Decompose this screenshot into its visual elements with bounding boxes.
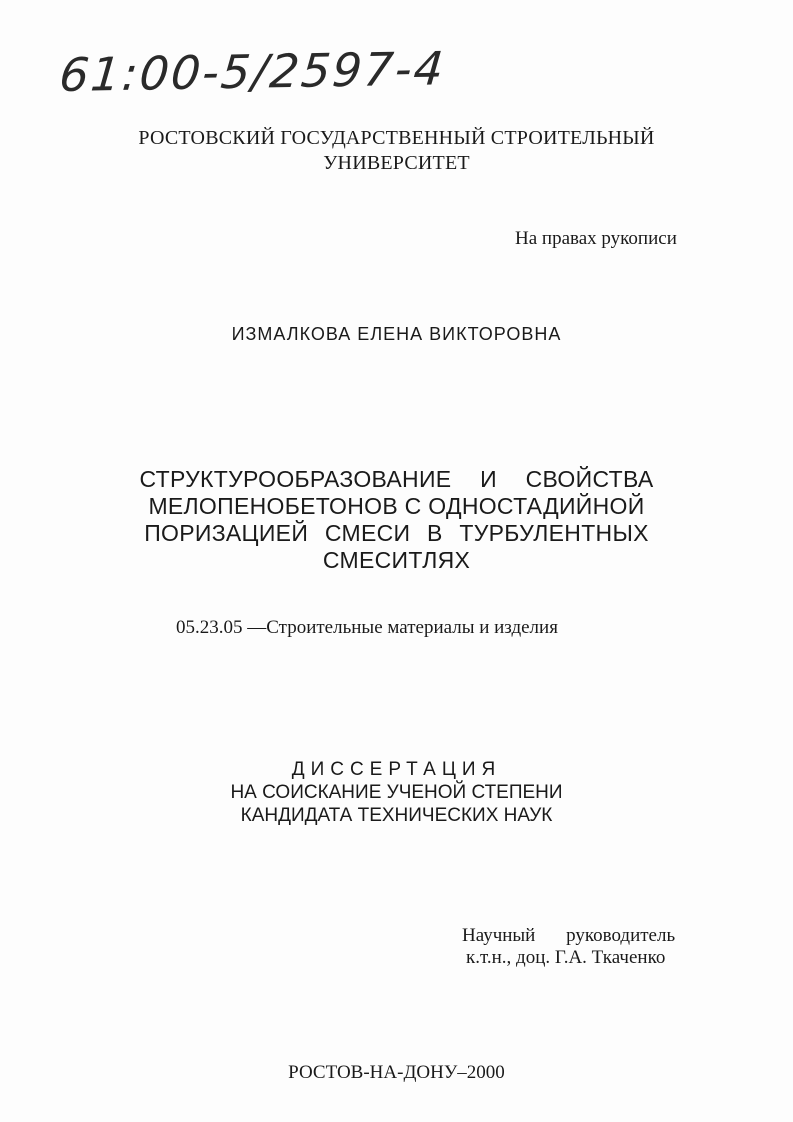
title-line-1: СТРУКТУРООБРАЗОВАНИЕ И СВОЙСТВА xyxy=(139,466,654,492)
manuscript-rights-note: На правах рукописи xyxy=(515,228,677,249)
degree-line-3: КАНДИДАТА ТЕХНИЧЕСКИХ НАУК xyxy=(240,805,553,826)
university-name xyxy=(0,126,793,176)
city-and-year: РОСТОВ-НА-ДОНУ–2000 xyxy=(288,1062,505,1083)
title-line-4: СМЕСИТЛЯХ xyxy=(322,547,471,573)
title-line-2: МЕЛОПЕНОБЕТОНОВ С ОДНОСТАДИЙНОЙ xyxy=(148,493,645,519)
title-line-3: ПОРИЗАЦИЕЙ СМЕСИ В ТУРБУЛЕНТНЫХ xyxy=(144,520,649,546)
advisor-name: к.т.н., доц. Г.А. Ткаченко xyxy=(466,947,666,968)
degree-line-2: НА СОИСКАНИЕ УЧЕНОЙ СТЕПЕНИ xyxy=(230,782,563,803)
scientific-advisor xyxy=(462,925,675,969)
handwritten-archive-number: 61:00-5/2597-4 xyxy=(57,41,448,102)
author-name: ИЗМАЛКОВА ЕЛЕНА ВИКТОРОВНА xyxy=(231,324,562,344)
dissertation-title xyxy=(0,466,793,574)
specialty-code: 05.23.05 —Строительные материалы и изделия xyxy=(176,617,558,638)
university-name-line-1: РОСТОВСКИЙ ГОСУДАРСТВЕННЫЙ СТРОИТЕЛЬНЫЙ xyxy=(138,127,655,149)
degree-statement xyxy=(0,758,793,827)
university-name-line-2: УНИВЕРСИТЕТ xyxy=(323,152,470,174)
advisor-label: Научный руководитель xyxy=(462,925,676,946)
degree-line-1: ДИССЕРТАЦИЯ xyxy=(291,759,502,780)
